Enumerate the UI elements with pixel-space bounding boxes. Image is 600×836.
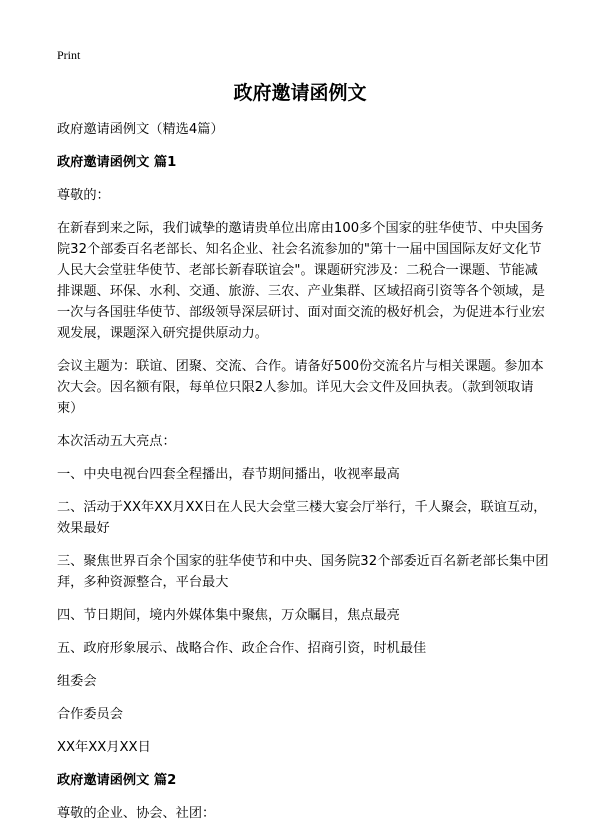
signature-date: XX年XX月XX日 (57, 740, 151, 755)
highlight-item: 四、节日期间，境内外媒体集中聚焦，万众瞩目，焦点最亮 (57, 608, 400, 623)
signature-organizer: 组委会 (57, 674, 97, 689)
document-body (57, 119, 550, 836)
highlight-item: 一、中央电视台四套全程播出，春节期间播出，收视率最高 (57, 467, 400, 482)
highlight-item: 三、聚焦世界百余个国家的驻华使节和中央、国务院32个部委近百名新老部长集中团拜，多种资源整合，平台最大 (57, 554, 549, 590)
body-paragraph: 会议主题为：联谊、团聚、交流、合作。请备好500份交流名片与相关课题。参加本次大会。因名额有限，每单位只限2人参加。详见大会文件及回执表。（款到领取请柬） (57, 359, 544, 416)
signature-committee: 合作委员会 (57, 707, 123, 722)
highlights-intro: 本次活动五大亮点： (57, 434, 176, 449)
section-heading-2: 政府邀请函例文 篇2 (57, 773, 177, 788)
salutation: 尊敬的企业、协会、社团： (57, 806, 216, 821)
document-subtitle: 政府邀请函例文（精选4篇） (57, 122, 224, 137)
print-link[interactable]: Print (57, 48, 81, 62)
document-title: 政府邀请函例文 (233, 82, 367, 104)
highlight-item: 二、活动于XX年XX月XX日在人民大会堂三楼大宴会厅举行，千人聚会，联谊互动，效果最好 (57, 500, 547, 536)
body-paragraph: 在新春到来之际，我们诚挚的邀请贵单位出席由100多个国家的驻华使节、中央国务院32个部委百名老部长、知名企业、社会名流参加的"第十一届中国国际友好文化节人民大会堂驻华使节、老部长新春联谊会"。课题研究涉及：二税合一课题、节能减排课题、环保、水利、交通、旅游、三农、产业集群、区域招商引资等各个领域，是一次与各国驻华使节、部级领导深层研讨、面对面交流的极好机会，为促进本行业宏观发展，课题深入研究提供原动力。 (57, 221, 545, 341)
section-heading-1: 政府邀请函例文 篇1 (57, 155, 177, 170)
highlight-item: 五、政府形象展示、战略合作、政企合作、招商引资，时机最佳 (57, 641, 427, 656)
salutation: 尊敬的： (57, 188, 110, 203)
